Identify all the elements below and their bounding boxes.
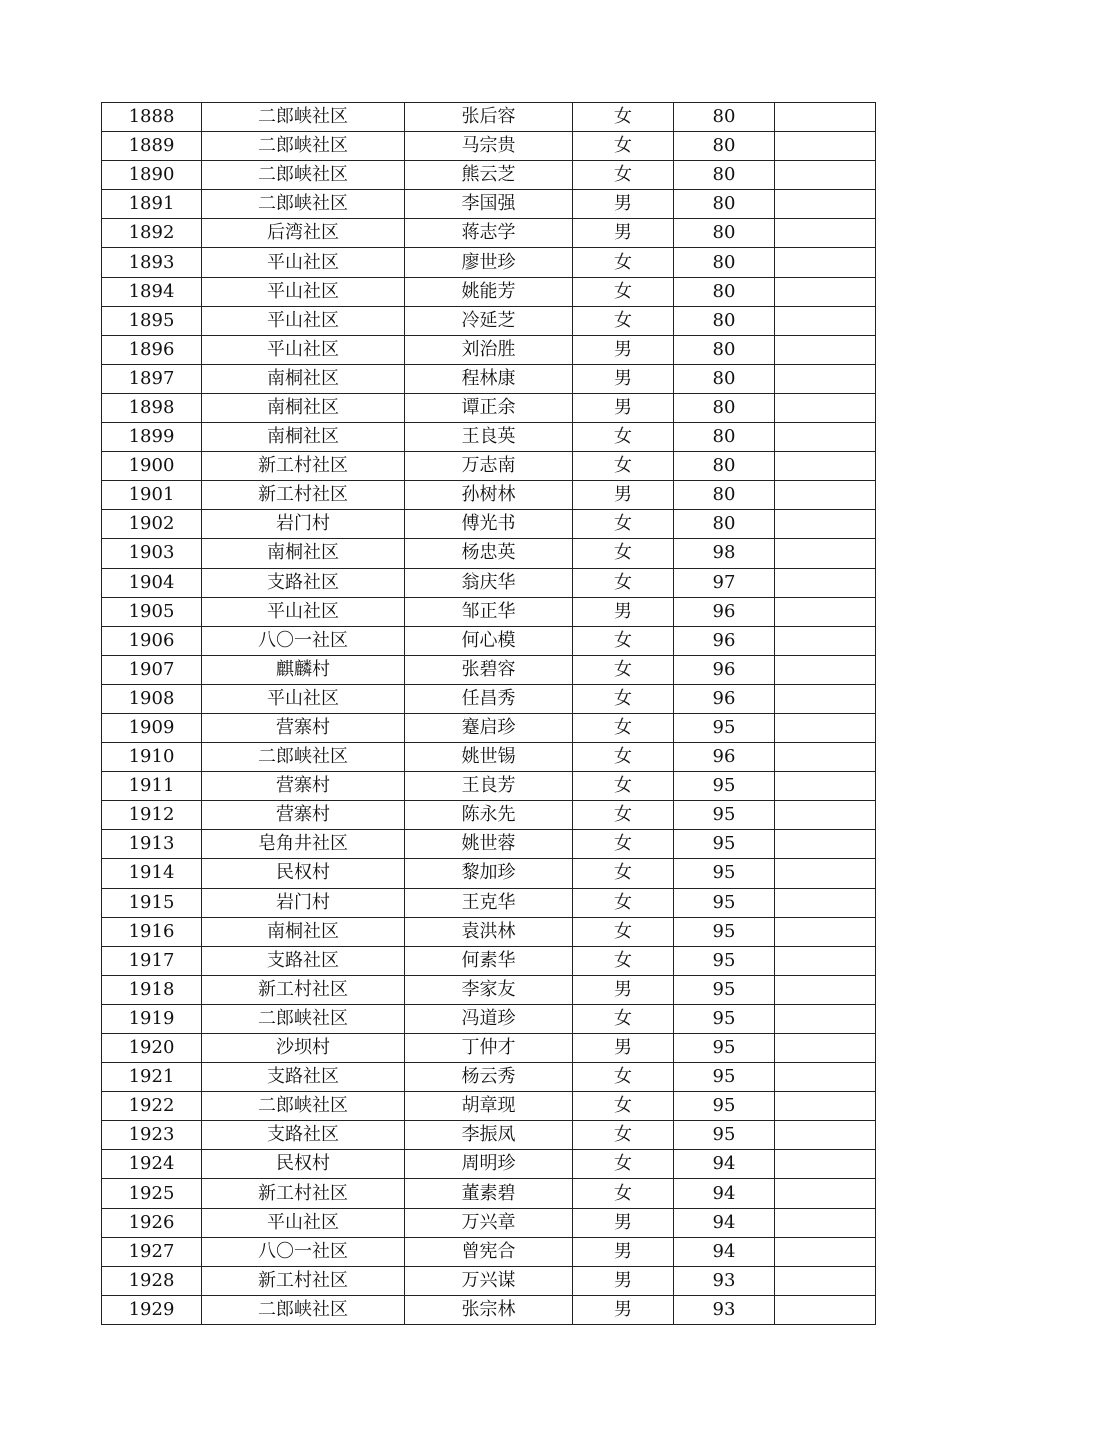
resident-name-cell: 杨云秀 [405, 1063, 573, 1092]
table-row [102, 393, 876, 422]
community-cell: 八〇一社区 [202, 626, 405, 655]
community-cell: 二郎峡社区 [202, 743, 405, 772]
table-row [102, 423, 876, 452]
age-cell: 95 [674, 772, 775, 801]
gender-cell: 男 [573, 1208, 674, 1237]
remarks-cell [775, 364, 876, 393]
remarks-cell [775, 772, 876, 801]
resident-name-cell: 曾宪合 [405, 1237, 573, 1266]
age-cell: 80 [674, 219, 775, 248]
community-cell: 后湾社区 [202, 219, 405, 248]
resident-name-cell: 姚世锡 [405, 743, 573, 772]
resident-name-cell: 王克华 [405, 888, 573, 917]
gender-cell: 男 [573, 481, 674, 510]
age-cell: 94 [674, 1150, 775, 1179]
community-cell: 八〇一社区 [202, 1237, 405, 1266]
gender-cell: 女 [573, 539, 674, 568]
age-cell: 97 [674, 568, 775, 597]
community-cell: 支路社区 [202, 946, 405, 975]
row-number-cell: 1903 [102, 539, 202, 568]
gender-cell: 女 [573, 1004, 674, 1033]
remarks-cell [775, 1063, 876, 1092]
remarks-cell [775, 1004, 876, 1033]
community-cell: 支路社区 [202, 1121, 405, 1150]
gender-cell: 女 [573, 1063, 674, 1092]
row-number-cell: 1923 [102, 1121, 202, 1150]
resident-name-cell: 王良英 [405, 423, 573, 452]
table-row [102, 161, 876, 190]
resident-name-cell: 冷延芝 [405, 306, 573, 335]
row-number-cell: 1898 [102, 393, 202, 422]
remarks-cell [775, 568, 876, 597]
row-number-cell: 1891 [102, 190, 202, 219]
gender-cell: 女 [573, 713, 674, 742]
table-row [102, 888, 876, 917]
age-cell: 98 [674, 539, 775, 568]
table-row [102, 859, 876, 888]
table-row [102, 1150, 876, 1179]
remarks-cell [775, 393, 876, 422]
row-number-cell: 1917 [102, 946, 202, 975]
table-row [102, 539, 876, 568]
age-cell: 95 [674, 888, 775, 917]
community-cell: 新工村社区 [202, 1266, 405, 1295]
row-number-cell: 1910 [102, 743, 202, 772]
row-number-cell: 1921 [102, 1063, 202, 1092]
gender-cell: 女 [573, 830, 674, 859]
community-cell: 二郎峡社区 [202, 1295, 405, 1324]
age-cell: 96 [674, 655, 775, 684]
community-cell: 新工村社区 [202, 452, 405, 481]
gender-cell: 男 [573, 335, 674, 364]
remarks-cell [775, 626, 876, 655]
table-row [102, 132, 876, 161]
remarks-cell [775, 917, 876, 946]
gender-cell: 男 [573, 190, 674, 219]
remarks-cell [775, 743, 876, 772]
row-number-cell: 1907 [102, 655, 202, 684]
resident-name-cell: 黎加珍 [405, 859, 573, 888]
resident-name-cell: 廖世珍 [405, 248, 573, 277]
remarks-cell [775, 1295, 876, 1324]
age-cell: 93 [674, 1295, 775, 1324]
age-cell: 80 [674, 190, 775, 219]
age-cell: 95 [674, 1092, 775, 1121]
resident-name-cell: 李国强 [405, 190, 573, 219]
row-number-cell: 1896 [102, 335, 202, 364]
row-number-cell: 1918 [102, 975, 202, 1004]
resident-name-cell: 蹇启珍 [405, 713, 573, 742]
resident-name-cell: 马宗贵 [405, 132, 573, 161]
resident-name-cell: 何心模 [405, 626, 573, 655]
community-cell: 平山社区 [202, 1208, 405, 1237]
row-number-cell: 1900 [102, 452, 202, 481]
remarks-cell [775, 1179, 876, 1208]
row-number-cell: 1915 [102, 888, 202, 917]
resident-name-cell: 袁洪林 [405, 917, 573, 946]
community-cell: 营寨村 [202, 801, 405, 830]
resident-name-cell: 邹正华 [405, 597, 573, 626]
gender-cell: 女 [573, 946, 674, 975]
row-number-cell: 1902 [102, 510, 202, 539]
remarks-cell [775, 1208, 876, 1237]
resident-name-cell: 何素华 [405, 946, 573, 975]
table-row [102, 772, 876, 801]
resident-name-cell: 杨忠英 [405, 539, 573, 568]
age-cell: 95 [674, 859, 775, 888]
remarks-cell [775, 306, 876, 335]
community-cell: 南桐社区 [202, 393, 405, 422]
resident-name-cell: 胡章现 [405, 1092, 573, 1121]
gender-cell: 女 [573, 568, 674, 597]
row-number-cell: 1924 [102, 1150, 202, 1179]
resident-name-cell: 熊云芝 [405, 161, 573, 190]
community-cell: 民权村 [202, 859, 405, 888]
age-cell: 95 [674, 946, 775, 975]
remarks-cell [775, 801, 876, 830]
remarks-cell [775, 481, 876, 510]
resident-name-cell: 谭正余 [405, 393, 573, 422]
row-number-cell: 1912 [102, 801, 202, 830]
community-cell: 二郎峡社区 [202, 1004, 405, 1033]
gender-cell: 女 [573, 801, 674, 830]
community-cell: 新工村社区 [202, 1179, 405, 1208]
community-cell: 平山社区 [202, 597, 405, 626]
community-cell: 营寨村 [202, 772, 405, 801]
community-cell: 二郎峡社区 [202, 103, 405, 132]
gender-cell: 男 [573, 1266, 674, 1295]
age-cell: 94 [674, 1179, 775, 1208]
table-row [102, 335, 876, 364]
community-cell: 平山社区 [202, 277, 405, 306]
row-number-cell: 1895 [102, 306, 202, 335]
table-row [102, 190, 876, 219]
resident-name-cell: 王良芳 [405, 772, 573, 801]
remarks-cell [775, 132, 876, 161]
remarks-cell [775, 539, 876, 568]
community-cell: 新工村社区 [202, 481, 405, 510]
resident-name-cell: 孙树林 [405, 481, 573, 510]
remarks-cell [775, 452, 876, 481]
gender-cell: 女 [573, 161, 674, 190]
remarks-cell [775, 277, 876, 306]
age-cell: 80 [674, 364, 775, 393]
resident-name-cell: 周明珍 [405, 1150, 573, 1179]
resident-name-cell: 丁仲才 [405, 1034, 573, 1063]
age-cell: 80 [674, 510, 775, 539]
row-number-cell: 1901 [102, 481, 202, 510]
age-cell: 94 [674, 1237, 775, 1266]
age-cell: 95 [674, 975, 775, 1004]
resident-name-cell: 翁庆华 [405, 568, 573, 597]
gender-cell: 女 [573, 743, 674, 772]
gender-cell: 男 [573, 364, 674, 393]
table-row [102, 743, 876, 772]
gender-cell: 女 [573, 248, 674, 277]
gender-cell: 男 [573, 219, 674, 248]
remarks-cell [775, 1092, 876, 1121]
resident-name-cell: 万志南 [405, 452, 573, 481]
gender-cell: 女 [573, 626, 674, 655]
row-number-cell: 1925 [102, 1179, 202, 1208]
table-row [102, 1295, 876, 1324]
gender-cell: 女 [573, 1092, 674, 1121]
age-cell: 80 [674, 103, 775, 132]
row-number-cell: 1913 [102, 830, 202, 859]
community-cell: 南桐社区 [202, 917, 405, 946]
resident-name-cell: 冯道珍 [405, 1004, 573, 1033]
table-row [102, 277, 876, 306]
remarks-cell [775, 1237, 876, 1266]
table-row [102, 1237, 876, 1266]
remarks-cell [775, 161, 876, 190]
community-cell: 二郎峡社区 [202, 1092, 405, 1121]
gender-cell: 女 [573, 1179, 674, 1208]
row-number-cell: 1927 [102, 1237, 202, 1266]
table-row [102, 306, 876, 335]
row-number-cell: 1914 [102, 859, 202, 888]
row-number-cell: 1892 [102, 219, 202, 248]
community-cell: 支路社区 [202, 1063, 405, 1092]
resident-name-cell: 李家友 [405, 975, 573, 1004]
resident-name-cell: 陈永先 [405, 801, 573, 830]
row-number-cell: 1890 [102, 161, 202, 190]
community-cell: 南桐社区 [202, 364, 405, 393]
remarks-cell [775, 975, 876, 1004]
row-number-cell: 1893 [102, 248, 202, 277]
roster-table-body [102, 103, 876, 1325]
community-cell: 沙坝村 [202, 1034, 405, 1063]
table-row [102, 626, 876, 655]
resident-name-cell: 程林康 [405, 364, 573, 393]
gender-cell: 女 [573, 859, 674, 888]
remarks-cell [775, 1034, 876, 1063]
age-cell: 95 [674, 713, 775, 742]
gender-cell: 女 [573, 1150, 674, 1179]
resident-name-cell: 张碧容 [405, 655, 573, 684]
gender-cell: 女 [573, 1121, 674, 1150]
table-row [102, 1208, 876, 1237]
row-number-cell: 1894 [102, 277, 202, 306]
table-row [102, 684, 876, 713]
community-cell: 平山社区 [202, 306, 405, 335]
gender-cell: 女 [573, 103, 674, 132]
resident-name-cell: 蒋志学 [405, 219, 573, 248]
table-row [102, 917, 876, 946]
age-cell: 94 [674, 1208, 775, 1237]
resident-name-cell: 张宗林 [405, 1295, 573, 1324]
table-row [102, 219, 876, 248]
remarks-cell [775, 830, 876, 859]
row-number-cell: 1908 [102, 684, 202, 713]
table-row [102, 1179, 876, 1208]
gender-cell: 女 [573, 132, 674, 161]
age-cell: 80 [674, 335, 775, 364]
community-cell: 民权村 [202, 1150, 405, 1179]
remarks-cell [775, 510, 876, 539]
row-number-cell: 1909 [102, 713, 202, 742]
remarks-cell [775, 248, 876, 277]
age-cell: 96 [674, 743, 775, 772]
resident-name-cell: 万兴章 [405, 1208, 573, 1237]
remarks-cell [775, 1266, 876, 1295]
row-number-cell: 1899 [102, 423, 202, 452]
community-cell: 岩门村 [202, 888, 405, 917]
age-cell: 95 [674, 830, 775, 859]
gender-cell: 女 [573, 452, 674, 481]
table-row [102, 103, 876, 132]
community-cell: 二郎峡社区 [202, 190, 405, 219]
resident-name-cell: 姚能芳 [405, 277, 573, 306]
age-cell: 95 [674, 1034, 775, 1063]
roster-table [101, 102, 876, 1325]
community-cell: 平山社区 [202, 248, 405, 277]
age-cell: 80 [674, 277, 775, 306]
gender-cell: 女 [573, 423, 674, 452]
table-row [102, 1266, 876, 1295]
table-row [102, 568, 876, 597]
row-number-cell: 1888 [102, 103, 202, 132]
gender-cell: 女 [573, 306, 674, 335]
row-number-cell: 1905 [102, 597, 202, 626]
age-cell: 96 [674, 597, 775, 626]
age-cell: 95 [674, 1004, 775, 1033]
table-row [102, 830, 876, 859]
remarks-cell [775, 946, 876, 975]
community-cell: 平山社区 [202, 335, 405, 364]
gender-cell: 男 [573, 975, 674, 1004]
gender-cell: 女 [573, 510, 674, 539]
row-number-cell: 1926 [102, 1208, 202, 1237]
community-cell: 平山社区 [202, 684, 405, 713]
remarks-cell [775, 423, 876, 452]
table-row [102, 452, 876, 481]
age-cell: 95 [674, 917, 775, 946]
gender-cell: 男 [573, 1295, 674, 1324]
gender-cell: 男 [573, 1237, 674, 1266]
remarks-cell [775, 684, 876, 713]
table-row [102, 946, 876, 975]
remarks-cell [775, 1150, 876, 1179]
table-row [102, 248, 876, 277]
community-cell: 新工村社区 [202, 975, 405, 1004]
age-cell: 95 [674, 1063, 775, 1092]
remarks-cell [775, 859, 876, 888]
table-row [102, 1092, 876, 1121]
row-number-cell: 1919 [102, 1004, 202, 1033]
age-cell: 95 [674, 801, 775, 830]
row-number-cell: 1916 [102, 917, 202, 946]
resident-name-cell: 傅光书 [405, 510, 573, 539]
row-number-cell: 1920 [102, 1034, 202, 1063]
age-cell: 93 [674, 1266, 775, 1295]
gender-cell: 女 [573, 684, 674, 713]
row-number-cell: 1922 [102, 1092, 202, 1121]
resident-name-cell: 姚世蓉 [405, 830, 573, 859]
gender-cell: 女 [573, 917, 674, 946]
row-number-cell: 1911 [102, 772, 202, 801]
table-row [102, 655, 876, 684]
table-row [102, 1121, 876, 1150]
community-cell: 岩门村 [202, 510, 405, 539]
gender-cell: 男 [573, 393, 674, 422]
community-cell: 南桐社区 [202, 539, 405, 568]
age-cell: 80 [674, 393, 775, 422]
table-row [102, 1034, 876, 1063]
table-row [102, 713, 876, 742]
age-cell: 96 [674, 684, 775, 713]
table-row [102, 801, 876, 830]
community-cell: 南桐社区 [202, 423, 405, 452]
community-cell: 皂角井社区 [202, 830, 405, 859]
table-row [102, 1004, 876, 1033]
community-cell: 二郎峡社区 [202, 132, 405, 161]
gender-cell: 女 [573, 655, 674, 684]
remarks-cell [775, 219, 876, 248]
age-cell: 95 [674, 1121, 775, 1150]
remarks-cell [775, 335, 876, 364]
gender-cell: 男 [573, 597, 674, 626]
gender-cell: 女 [573, 888, 674, 917]
age-cell: 80 [674, 132, 775, 161]
row-number-cell: 1889 [102, 132, 202, 161]
table-row [102, 597, 876, 626]
age-cell: 80 [674, 452, 775, 481]
remarks-cell [775, 888, 876, 917]
resident-name-cell: 董素碧 [405, 1179, 573, 1208]
remarks-cell [775, 597, 876, 626]
resident-name-cell: 张后容 [405, 103, 573, 132]
row-number-cell: 1928 [102, 1266, 202, 1295]
community-cell: 支路社区 [202, 568, 405, 597]
community-cell: 营寨村 [202, 713, 405, 742]
age-cell: 80 [674, 423, 775, 452]
gender-cell: 女 [573, 277, 674, 306]
resident-name-cell: 任昌秀 [405, 684, 573, 713]
community-cell: 麒麟村 [202, 655, 405, 684]
age-cell: 80 [674, 306, 775, 335]
row-number-cell: 1904 [102, 568, 202, 597]
table-row [102, 364, 876, 393]
resident-name-cell: 刘治胜 [405, 335, 573, 364]
remarks-cell [775, 103, 876, 132]
gender-cell: 男 [573, 1034, 674, 1063]
table-row [102, 975, 876, 1004]
table-row [102, 481, 876, 510]
age-cell: 80 [674, 248, 775, 277]
remarks-cell [775, 1121, 876, 1150]
age-cell: 80 [674, 161, 775, 190]
age-cell: 80 [674, 481, 775, 510]
age-cell: 96 [674, 626, 775, 655]
table-row [102, 1063, 876, 1092]
gender-cell: 女 [573, 772, 674, 801]
row-number-cell: 1906 [102, 626, 202, 655]
resident-name-cell: 李振凤 [405, 1121, 573, 1150]
remarks-cell [775, 655, 876, 684]
row-number-cell: 1929 [102, 1295, 202, 1324]
remarks-cell [775, 190, 876, 219]
row-number-cell: 1897 [102, 364, 202, 393]
table-row [102, 510, 876, 539]
remarks-cell [775, 713, 876, 742]
resident-name-cell: 万兴谋 [405, 1266, 573, 1295]
community-cell: 二郎峡社区 [202, 161, 405, 190]
